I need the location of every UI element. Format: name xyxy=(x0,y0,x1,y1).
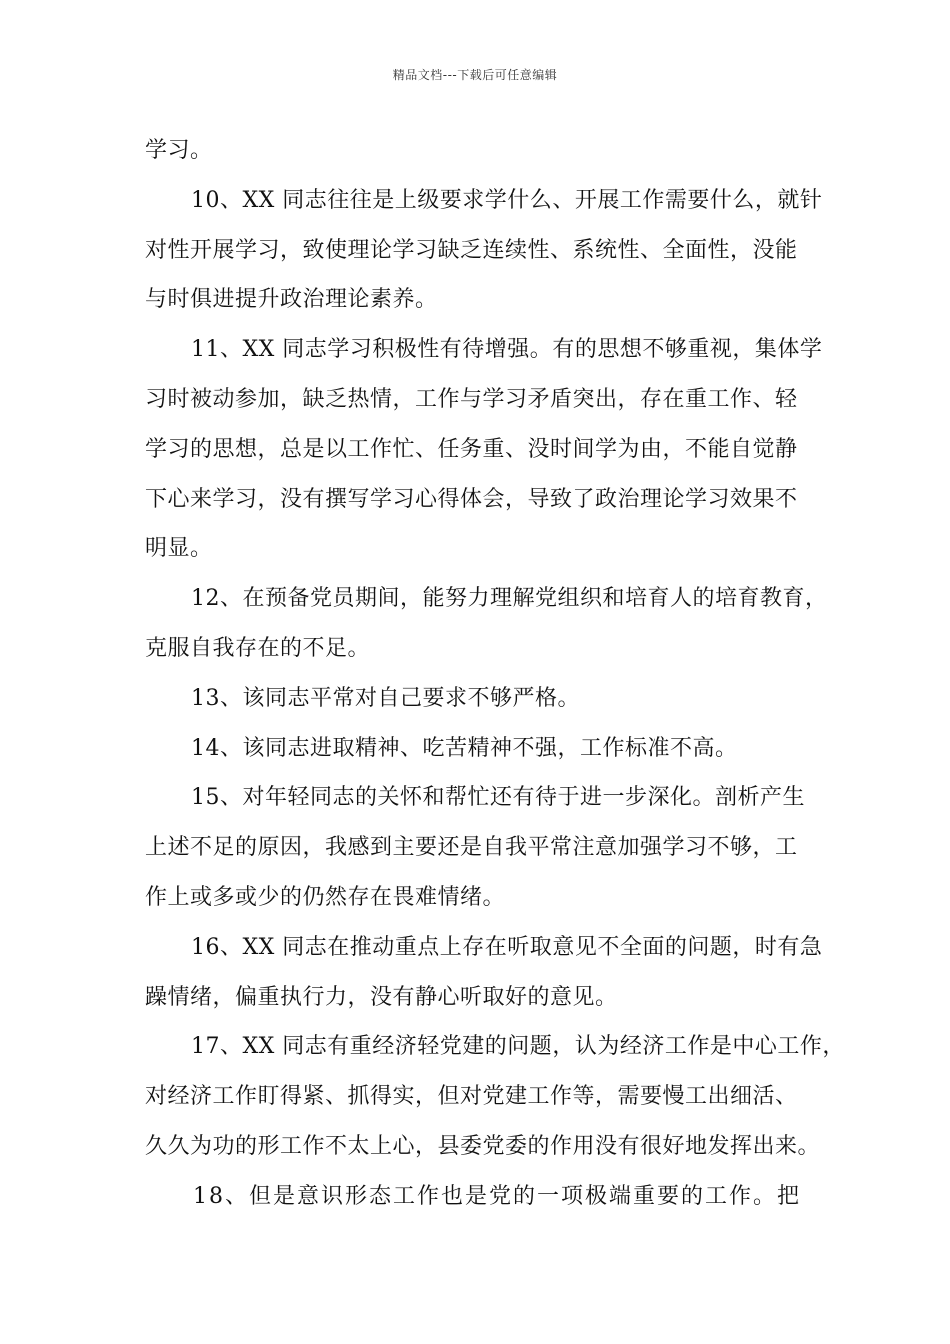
text-line: 与时俱进提升政治理论素养。 xyxy=(145,287,438,313)
text-line: 16、XX 同志在推动重点上存在听取意见不全面的问题，时有急 xyxy=(191,934,823,960)
text-line: 作上或多或少的仍然存在畏难情绪。 xyxy=(145,884,506,910)
text-line: 11、XX 同志学习积极性有待增强。有的思想不够重视，集体学 xyxy=(191,337,823,363)
text-line: 明显。 xyxy=(145,536,213,562)
text-line: 14、该同志进取精神、吃苦精神不强，工作标准不高。 xyxy=(191,735,738,761)
document-body xyxy=(145,126,845,1222)
text-line: 对性开展学习，致使理论学习缺乏连续性、系统性、全面性，没能 xyxy=(145,237,798,263)
text-line: 久久为功的形工作不太上心，县委党委的作用没有很好地发挥出来。 xyxy=(145,1133,821,1159)
text-line: 上述不足的原因，我感到主要还是自我平常注意加强学习不够，工 xyxy=(145,835,798,861)
text-line: 15、对年轻同志的关怀和帮忙还有待于进一步深化。剖析产生 xyxy=(191,785,805,811)
text-line: 对经济工作盯得紧、抓得实，但对党建工作等，需要慢工出细活、 xyxy=(145,1084,798,1110)
text-line: 习时被动参加，缺乏热情，工作与学习矛盾突出，存在重工作、轻 xyxy=(145,386,798,412)
text-line: 下心来学习，没有撰写学习心得体会，导致了政治理论学习效果不 xyxy=(145,486,798,512)
text-line: 17、XX 同志有重经济轻党建的问题，认为经济工作是中心工作， xyxy=(191,1034,845,1060)
text-line: 18、但是意识形态工作也是党的一项极端重要的工作。把 xyxy=(193,1183,801,1209)
text-line: 10、XX 同志往往是上级要求学什么、开展工作需要什么，就针 xyxy=(191,187,823,213)
text-line: 克服自我存在的不足。 xyxy=(145,635,371,661)
text-line: 学习。 xyxy=(145,138,213,163)
text-line: 学习的思想，总是以工作忙、任务重、没时间学为由，不能自觉静 xyxy=(145,436,798,462)
page-header: 精品文档---下载后可任意编辑 xyxy=(392,68,558,82)
text-line: 躁情绪，偏重执行力，没有静心听取好的意见。 xyxy=(145,984,618,1010)
text-line: 12、在预备党员期间，能努力理解党组织和培育人的培育教育， xyxy=(191,586,828,612)
text-line: 13、该同志平常对自己要求不够严格。 xyxy=(191,685,580,711)
